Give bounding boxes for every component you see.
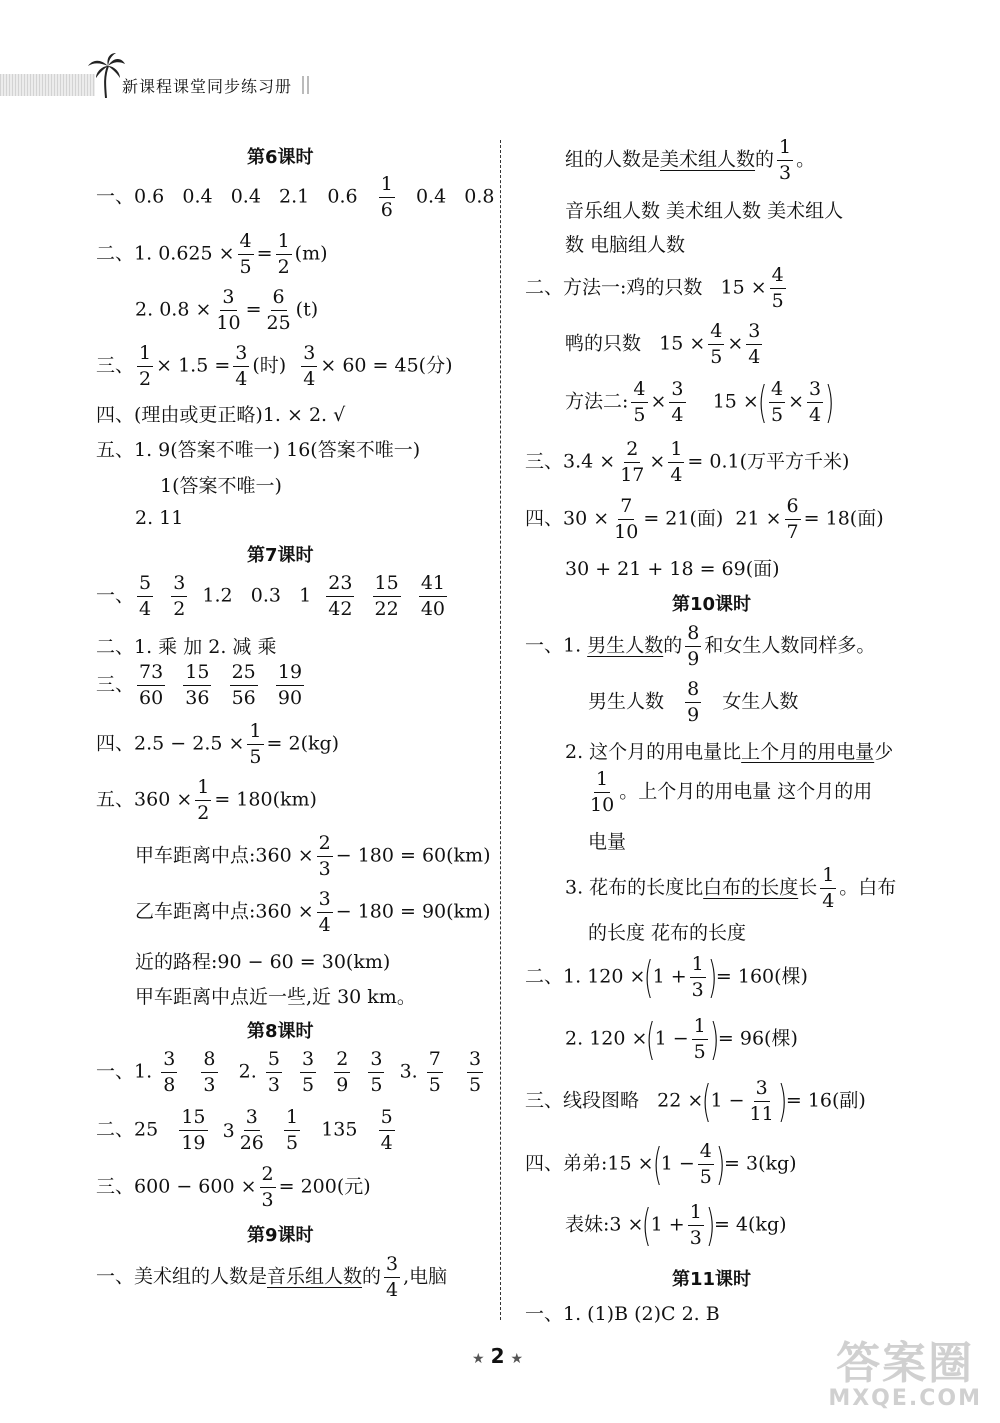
watermark-logo: 答案圈 MXQE.COM <box>828 1338 982 1411</box>
l8-q2: 二、25 $\frac{15}{19}$ 3 $\frac{3}{26}$ $\frac{1}{5}$ 135 $\frac{5}{4}$ <box>96 1106 393 1154</box>
l9-q3: 三、3.4 × $\frac{2}{17}$ × $\frac{1}{4}$ = 0.1(万平方千米) <box>525 438 850 486</box>
star-icon: ★ <box>510 1351 524 1367</box>
fraction: $\frac{1}{3}$ <box>779 136 792 184</box>
palm-tree-icon <box>86 52 126 98</box>
fraction: $\frac{1}{5}$ <box>249 720 262 768</box>
fraction: $\frac{1}{5}$ <box>693 1015 706 1063</box>
l7-q5-near: 近的路程:90 − 60 = 30(km) <box>135 951 391 973</box>
fraction: $\frac{2}{3}$ <box>318 832 331 880</box>
fraction: $\frac{15}{36}$ <box>185 661 210 709</box>
fraction: $\frac{3}{4}$ <box>235 342 248 390</box>
l11-q1: 一、1. (1)B (2)C 2. B <box>525 1303 720 1325</box>
l10-q1-2c: 电量 <box>588 831 627 853</box>
l7-q3: 三、 $\frac{73}{60}$ $\frac{15}{36}$ $\frac{25}{56}$ $\frac{19}{90}$ <box>96 661 303 709</box>
l7-q2: 二、1. 乘 加 2. 减 乘 <box>96 636 277 658</box>
fraction: $\frac{8}{3}$ <box>203 1048 216 1096</box>
l10-q1-3: 3. 花布的长度比白布的长度长 $\frac{1}{4}$ 。白布 <box>565 864 897 912</box>
fraction: $\frac{4}{5}$ <box>710 320 723 368</box>
fraction: $\frac{3}{4}$ <box>318 888 331 936</box>
fraction: $\frac{3}{8}$ <box>163 1048 176 1096</box>
l10-q3: 三、线段图略 22 ×(1 − $\frac{3}{11}$ )= 16(副) <box>525 1075 866 1127</box>
l9-q4-total: 30 + 21 + 18 = 69(面) <box>565 558 780 580</box>
fraction: $\frac{3}{4}$ <box>386 1253 399 1301</box>
fraction: $\frac{1}{10}$ <box>590 768 615 816</box>
l10-q2-1: 二、1. 120 ×(1 + $\frac{1}{3}$ )= 160(棵) <box>525 951 808 1003</box>
l6-q2-2: 2. 0.8 × $\frac{3}{10}$ = $\frac{6}{25}$ (t) <box>135 286 319 334</box>
lesson-11-title: 第11课时 <box>672 1269 752 1290</box>
fraction: $\frac{5}{4}$ <box>380 1106 393 1154</box>
header-decoration <box>302 76 312 94</box>
fraction: $\frac{7}{5}$ <box>428 1048 441 1096</box>
l10-q1-2: 2. 这个月的用电量比上个月的用电量少 <box>565 741 894 763</box>
l6-q4: 四、(理由或更正略)1. × 2. √ <box>96 404 346 426</box>
fraction: $\frac{3}{4}$ <box>748 320 761 368</box>
header-stripe <box>0 74 95 96</box>
l10-q1-1: 一、1. 男生人数的 $\frac{8}{9}$ 和女生人数同样多。 <box>525 622 876 670</box>
l6-q2-1: 二、1. 0.625 × $\frac{4}{5}$ = $\frac{1}{2}$ (m) <box>96 230 328 278</box>
fraction: $\frac{2}{3}$ <box>261 1163 274 1211</box>
l9-q1-line2: 音乐组人数 美术组人数 美术组人 <box>565 200 844 222</box>
fraction: $\frac{4}{5}$ <box>771 264 784 312</box>
fraction: $\frac{6}{25}$ <box>266 286 291 334</box>
fraction: $\frac{41}{40}$ <box>420 572 446 620</box>
fraction: $\frac{7}{10}$ <box>614 495 639 543</box>
l9-q1-cont: 组的人数是美术组人数的 $\frac{1}{3}$ 。 <box>565 136 816 184</box>
l7-q5-car-a: 甲车距离中点:360 × $\frac{2}{3}$ − 180 = 60(km) <box>135 832 491 880</box>
l10-q4-brother: 四、弟弟:15 ×(1 − $\frac{4}{5}$ )= 3(kg) <box>525 1138 797 1190</box>
l7-q5: 五、360 × $\frac{1}{2}$ = 180(km) <box>96 776 317 824</box>
l10-q1-3b: 的长度 花布的长度 <box>588 922 747 944</box>
l7-q4: 四、2.5 − 2.5 × $\frac{1}{5}$ = 2(kg) <box>96 720 340 768</box>
l10-q1-2b: $\frac{1}{10}$ 。上个月的用电量 这个月的用 <box>590 768 873 816</box>
l10-q2-2: 2. 120 ×(1 − $\frac{1}{5}$ )= 96(棵) <box>565 1013 798 1065</box>
fraction: $\frac{2}{9}$ <box>336 1048 349 1096</box>
fraction: $\frac{1}{6}$ <box>380 173 393 221</box>
fraction: $\frac{73}{60}$ <box>139 661 164 709</box>
fraction: $\frac{3}{5}$ <box>302 1048 315 1096</box>
fraction: $\frac{3}{11}$ <box>749 1077 774 1125</box>
fraction: $\frac{1}{4}$ <box>670 438 683 486</box>
l9-q4: 四、30 × $\frac{7}{10}$ = 21(面) 21 × $\frac{6}{7}$ = 18(面) <box>525 495 884 543</box>
fraction: $\frac{19}{90}$ <box>277 661 303 709</box>
l9-q1: 一、美术组的人数是音乐组人数的 $\frac{3}{4}$ ,电脑 <box>96 1253 448 1301</box>
mixed-number: 3 $\frac{3}{26}$ <box>222 1106 264 1154</box>
fraction: $\frac{8}{9}$ <box>687 622 700 670</box>
column-divider <box>500 140 501 1320</box>
book-title: 新课程课堂同步练习册 <box>122 77 293 96</box>
l6-q5-1b: 1(答案不唯一) <box>160 475 282 497</box>
l8-q1: 一、1. $\frac{3}{8}$ $\frac{8}{3}$ 2. $\frac{5}{3}$ $\frac{3}{5}$ $\frac{2}{9}$ $\frac{3}{5}$ 3. $\frac{7}{5}$ $\frac{3}{5}$ <box>96 1048 482 1096</box>
lesson-7-title: 第7课时 <box>247 545 314 566</box>
l6-q3: 三、 $\frac{1}{2}$ × 1.5 = $\frac{3}{4}$ (时) $\frac{3}{4}$ × 60 = 45(分) <box>96 342 453 390</box>
fraction: $\frac{8}{9}$ <box>687 678 700 726</box>
fraction: $\frac{3}{4}$ <box>671 378 684 426</box>
fraction: $\frac{5}{4}$ <box>139 572 152 620</box>
fraction: $\frac{1}{5}$ <box>285 1106 299 1154</box>
lesson-6-title: 第6课时 <box>247 147 314 168</box>
fraction: $\frac{6}{7}$ <box>786 495 799 543</box>
l9-q2-method2: 方法二: $\frac{4}{5}$ × $\frac{3}{4}$ 15 ×( $\frac{4}{5}$ × $\frac{3}{4}$ ) <box>565 376 835 428</box>
fraction: $\frac{3}{10}$ <box>216 286 241 334</box>
fraction: $\frac{1}{3}$ <box>689 1201 702 1249</box>
l9-q2-duck: 鸭的只数 15 × $\frac{4}{5}$ × $\frac{3}{4}$ <box>565 320 761 368</box>
fraction: $\frac{4}{5}$ <box>699 1140 712 1188</box>
fraction: $\frac{3}{4}$ <box>303 342 316 390</box>
fraction: $\frac{1}{2}$ <box>197 776 210 824</box>
l6-q5-2: 2. 11 <box>135 507 184 529</box>
l10-q1-1-diagram: 男生人数 $\frac{8}{9}$ 女生人数 <box>588 678 799 726</box>
l7-q1: 一、 $\frac{5}{4}$ $\frac{3}{2}$ 1.2 0.3 1 $\frac{23}{42}$ $\frac{15}{22}$ $\frac{41}{40}$ <box>96 572 446 620</box>
l8-q3: 三、600 − 600 × $\frac{2}{3}$ = 200(元) <box>96 1163 371 1211</box>
lesson-10-title: 第10课时 <box>672 594 752 615</box>
fraction: $\frac{2}{17}$ <box>620 438 645 486</box>
l6-q1: 一、0.6 0.4 0.4 2.1 0.6 $\frac{1}{6}$ 0.4 0.8 <box>96 173 495 221</box>
l9-q1-line3: 数 电脑组人数 <box>565 234 686 256</box>
star-icon: ★ <box>472 1351 485 1367</box>
fraction: $\frac{23}{42}$ <box>328 572 353 620</box>
l6-q5-1: 五、1. 9(答案不唯一) 16(答案不唯一) <box>96 439 421 461</box>
fraction: $\frac{4}{5}$ <box>239 230 252 278</box>
l7-q5-car-b: 乙车距离中点:360 × $\frac{3}{4}$ − 180 = 90(km) <box>135 888 491 936</box>
l9-q2-method1: 二、方法一:鸡的只数 15 × $\frac{4}{5}$ <box>525 264 784 312</box>
fraction: $\frac{1}{2}$ <box>139 342 152 390</box>
fraction: $\frac{3}{2}$ <box>173 572 186 620</box>
fraction: $\frac{1}{4}$ <box>822 864 835 912</box>
fraction: $\frac{4}{5}$ <box>771 378 784 426</box>
fraction: $\frac{25}{56}$ <box>231 661 256 709</box>
lesson-9-title: 第9课时 <box>247 1225 314 1246</box>
fraction: $\frac{1}{3}$ <box>691 953 704 1001</box>
fraction: $\frac{15}{22}$ <box>374 572 399 620</box>
fraction: $\frac{1}{2}$ <box>277 230 290 278</box>
fraction: $\frac{3}{4}$ <box>809 378 822 426</box>
fraction: $\frac{3}{5}$ <box>468 1048 482 1096</box>
page-number: ★ 2 ★ <box>472 1344 524 1368</box>
l10-q4-cousin: 表妹:3 ×(1 + $\frac{1}{3}$ )= 4(kg) <box>565 1199 787 1251</box>
lesson-8-title: 第8课时 <box>247 1021 314 1042</box>
fraction: $\frac{5}{3}$ <box>267 1048 280 1096</box>
l7-q5-conclusion: 甲车距离中点近一些,近 30 km。 <box>135 986 416 1008</box>
fraction: $\frac{15}{19}$ <box>181 1106 206 1154</box>
fraction: $\frac{4}{5}$ <box>633 378 646 426</box>
fraction: $\frac{3}{5}$ <box>370 1048 383 1096</box>
